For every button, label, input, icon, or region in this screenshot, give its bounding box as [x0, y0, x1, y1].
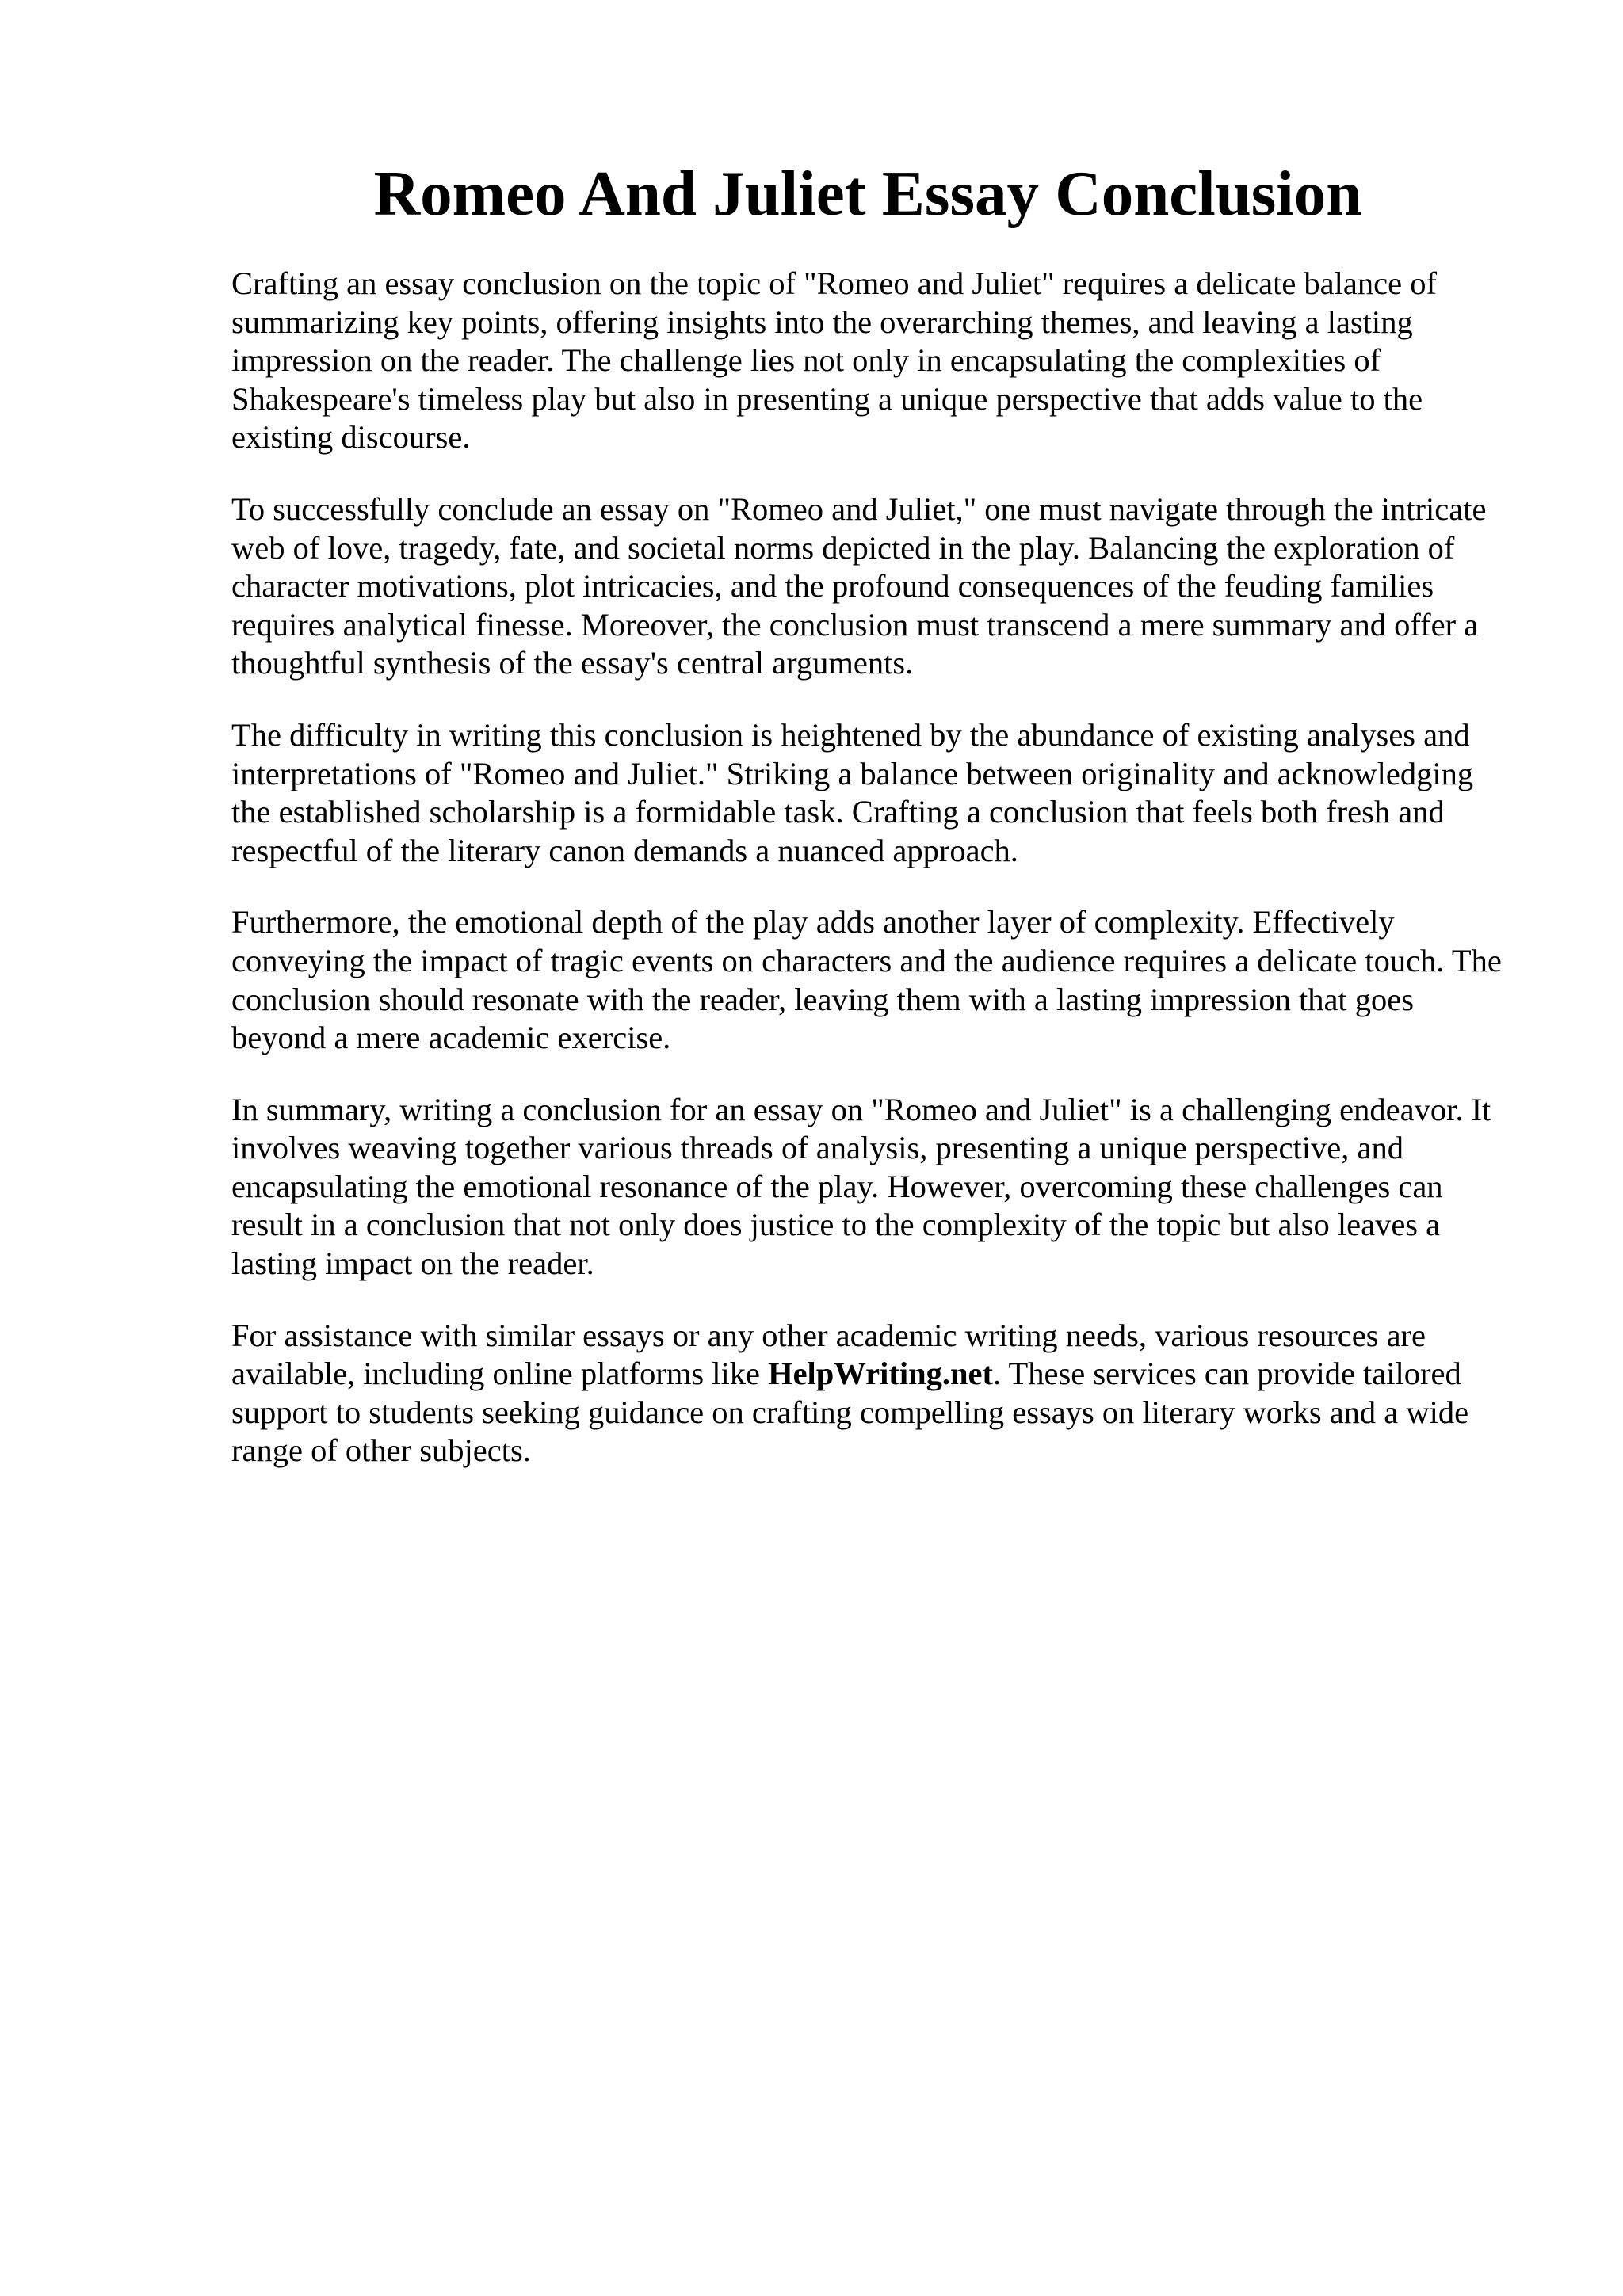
helpwriting-link[interactable]: HelpWriting.net	[768, 1356, 993, 1392]
paragraph-4: Furthermore, the emotional depth of the play adds another layer of complexity. Effectively conveying the impact of tragic events on characters and the audience requires a delicate touch. The conclusion should resonate with the reader, leaving them with a lasting impression that goes beyond a mere academic exercise.	[231, 904, 1502, 1056]
page-title: Romeo And Juliet Essay Conclusion	[373, 158, 1362, 229]
paragraph-6	[231, 1317, 1515, 1470]
paragraph-3: The difficulty in writing this conclusion is heightened by the abundance of existing analyses and interpretations of "Romeo and Juliet." Striking a balance between originality and acknowledging the established scholarship is a formidable task. Crafting a conclusion that feels both fresh and respectful of the literary canon demands a nuanced approach.	[231, 716, 1474, 868]
paragraph-5: In summary, writing a conclusion for an essay on "Romeo and Juliet" is a challenging endeavor. It involves weaving together various threads of analysis, presenting a unique perspective, and encapsulating the emotional resonance of the play. However, overcoming these challenges can result in a conclusion that not only does justice to the complexity of the topic but also leaves a lasting impact on the reader.	[231, 1091, 1491, 1282]
paragraph-6-text-after: . These services can provide tailored support to students seeking guidance on crafting compelling essays on literary works and a wide range of other subjects.	[231, 1356, 1469, 1469]
essay-body	[231, 265, 1515, 1504]
paragraph-1: Crafting an essay conclusion on the topic of "Romeo and Juliet" requires a delicate balance of summarizing key points, offering insights into the overarching themes, and leaving a lasting impression on the reader. The challenge lies not only in encapsulating the complexities of Shakespeare's timeless play but also in presenting a unique perspective that adds value to the existing discourse.	[231, 265, 1437, 456]
paragraph-6-text-before: For assistance with similar essays or any other academic writing needs, various resources are available, including online platforms like	[231, 1317, 1426, 1392]
paragraph-2: To successfully conclude an essay on "Romeo and Juliet," one must navigate through the intricate web of love, tragedy, fate, and societal norms depicted in the play. Balancing the exploration of character motivations, plot intricacies, and the profound consequences of the feuding families requires analytical finesse. Moreover, the conclusion must transcend a mere summary and offer a thoughtful synthesis of the essay's central arguments.	[231, 490, 1487, 681]
